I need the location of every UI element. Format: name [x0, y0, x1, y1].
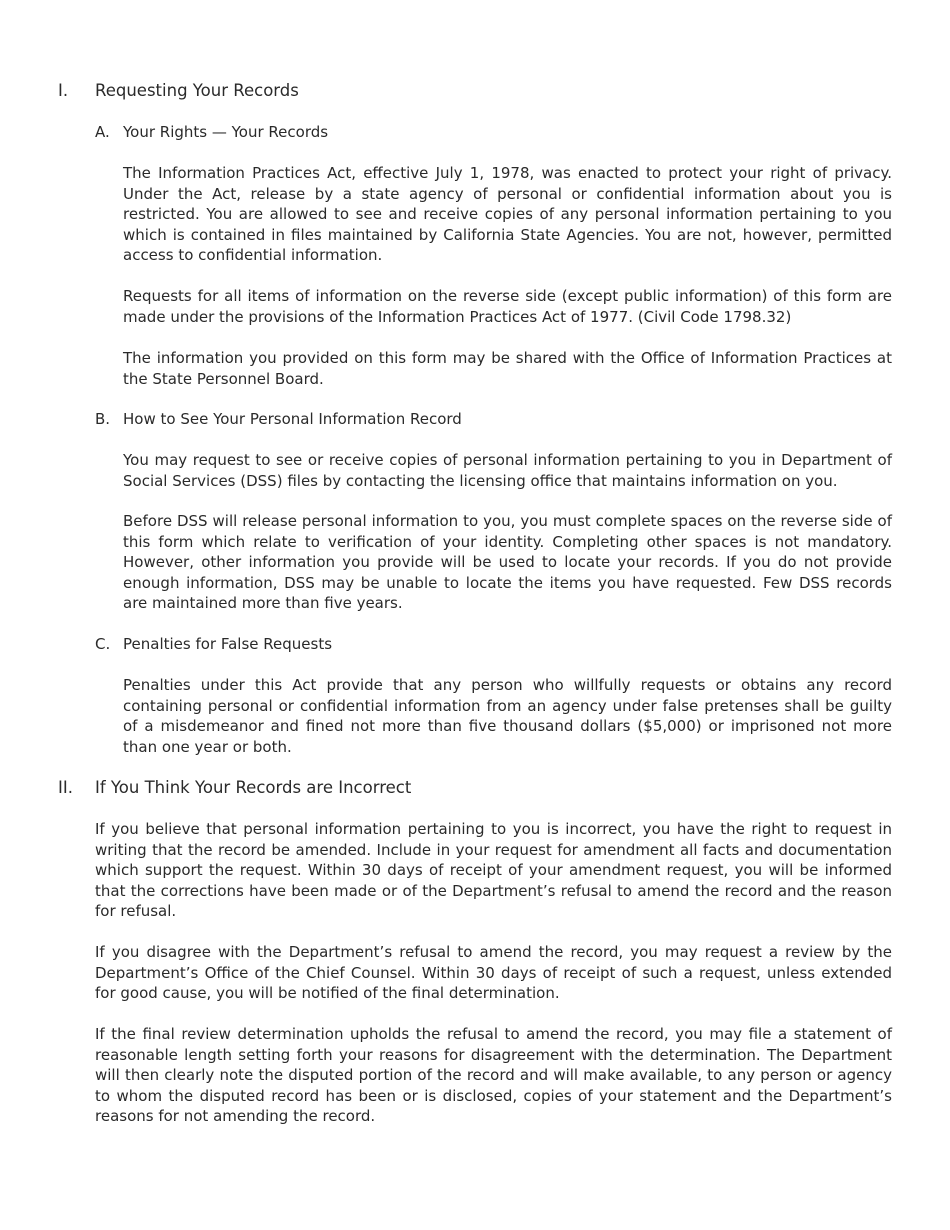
section-title: If You Think Your Records are Incorrect	[95, 778, 412, 797]
section-number: II.	[58, 778, 73, 797]
subsection-a-heading	[95, 122, 328, 142]
subsection-c-heading	[95, 634, 332, 654]
subsection-title: Your Rights — Your Records	[123, 123, 329, 141]
paragraph: If you believe that personal information pertaining to you is incorrect, you have the right to request in writing that the record be amended. Include in your request for amendment all facts and documentation which support the request. Within 30 days of receipt of your amendment request, you will be informed that the corrections have been made or of the Department’s refusal to amend the record and the reason for refusal.	[95, 820, 892, 920]
paragraph: If you disagree with the Department’s refusal to amend the record, you may request a review by the Department’s Office of the Chief Counsel. Within 30 days of receipt of such a request, unless extended for good cause, you will be notified of the final determination.	[95, 943, 892, 1002]
subsection-letter: B.	[95, 410, 111, 428]
subsection-letter: A.	[95, 123, 110, 141]
paragraph: Requests for all items of information on the reverse side (except public information) of this form are made under the provisions of the Information Practices Act of 1977. (Civil Code 1798.32)	[123, 287, 892, 326]
paragraph: Penalties under this Act provide that any person who willfully requests or obtains any record containing personal or confidential information from an agency under false pretenses shall be guilty of a misdemeanor and fined not more than five thousand dollars ($5,000) or imprisoned not more than one year or both.	[123, 676, 892, 756]
paragraph: Before DSS will release personal information to you, you must complete spaces on the reverse side of this form which relate to verification of your identity. Completing other spaces is not mandatory. However, other information you provide will be used to locate your records. If you do not provide enough information, DSS may be unable to locate the items you have requested. Few DSS records are maintained more than five years.	[123, 512, 892, 612]
subsection-b-heading	[95, 409, 462, 429]
subsection-title: How to See Your Personal Information Record	[123, 410, 462, 428]
paragraph: The information you provided on this form may be shared with the Office of Information Practices at the State Personnel Board.	[123, 349, 892, 388]
section-number: I.	[58, 81, 69, 100]
subsection-letter: C.	[95, 635, 111, 653]
section-1-heading	[58, 80, 299, 102]
section-title: Requesting Your Records	[95, 81, 299, 100]
subsection-title: Penalties for False Requests	[123, 635, 333, 653]
paragraph: The Information Practices Act, effective July 1, 1978, was enacted to protect your right of privacy. Under the Act, release by a state agency of personal or confidential information about you is restricted. You are allowed to see and receive copies of any personal information pertaining to you which is contained in files maintained by California State Agencies. You are not, however, permitted access to confidential information.	[123, 164, 892, 264]
section-2-heading	[58, 777, 411, 799]
paragraph: You may request to see or receive copies of personal information pertaining to you in Department of Social Services (DSS) files by contacting the licensing office that maintains information on you.	[123, 451, 892, 490]
paragraph: If the final review determination upholds the refusal to amend the record, you may file a statement of reasonable length setting forth your reasons for disagreement with the determination. The Department will then clearly note the disputed portion of the record and will make available, to any person or agency to whom the disputed record has been or is disclosed, copies of your statement and the Department’s reasons for not amending the record.	[95, 1025, 892, 1125]
